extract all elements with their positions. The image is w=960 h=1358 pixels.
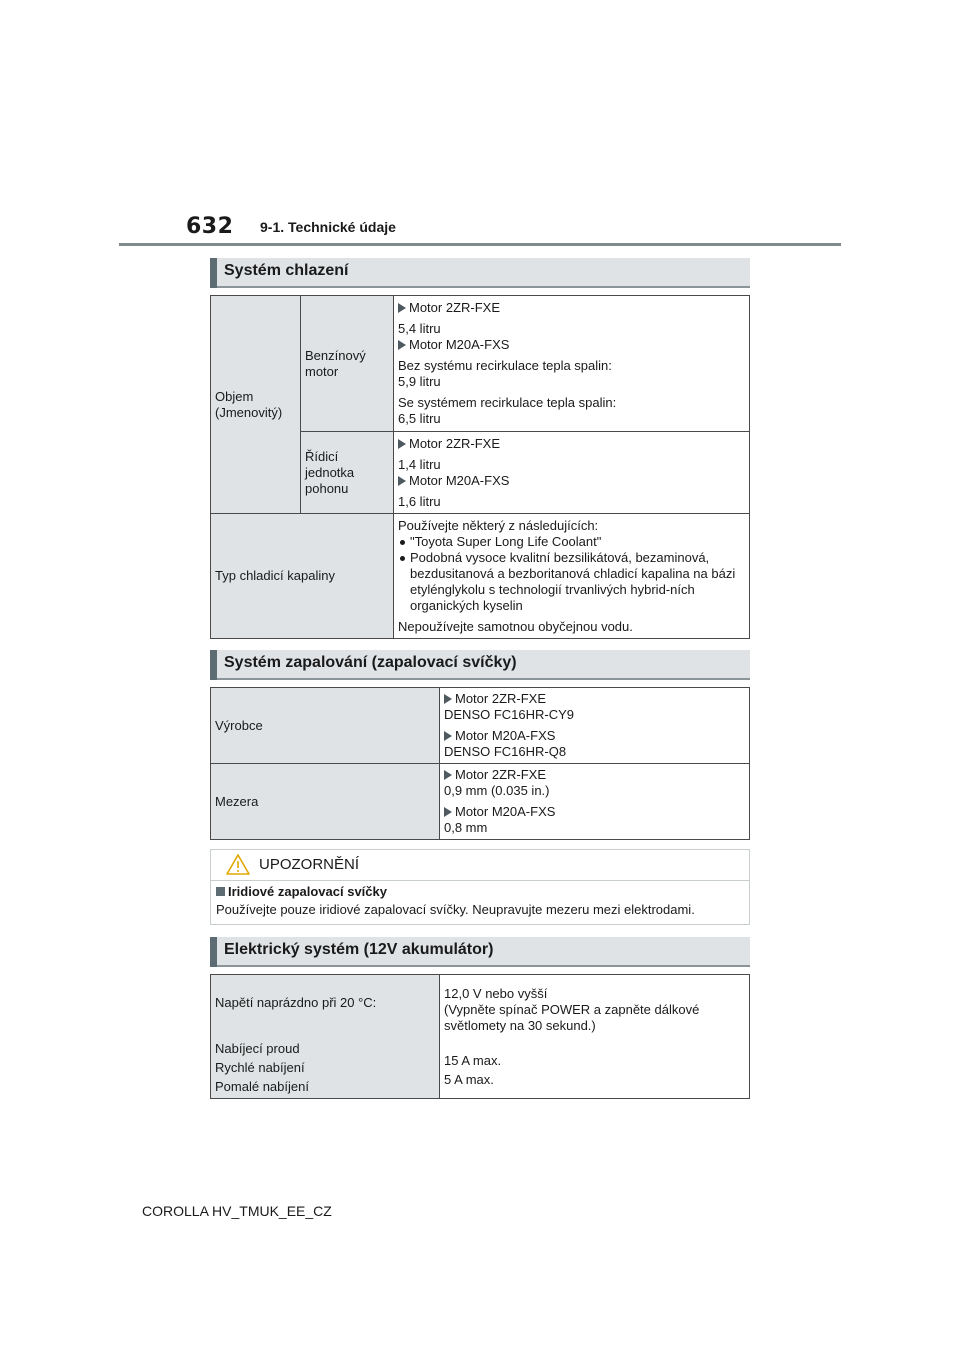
voltage-note: (Vypněte spínač POWER a zapněte dálkové světlomety na 30 sekund.) [444, 1001, 700, 1033]
engine-name: Motor 2ZR-FXE [409, 435, 501, 451]
table-row [211, 764, 750, 840]
capacity-value: 1,6 litru [398, 493, 441, 509]
capacity-value: 5,9 litru [398, 374, 441, 389]
electrical-table [210, 974, 750, 1099]
section-cooling-title: Systém chlazení [224, 262, 349, 279]
coolant-intro: Používejte některý z následujících: [398, 517, 599, 533]
pcu-value [394, 432, 750, 514]
capacity-value: 6,5 litru [398, 411, 441, 426]
caution-subtitle: Iridiové zapalovací svíčky [228, 884, 387, 899]
manufacturer-value [440, 688, 750, 764]
arrow-right-icon [398, 476, 406, 486]
engine-name: Motor 2ZR-FXE [409, 300, 501, 315]
table-row [211, 975, 750, 1099]
table-row [211, 688, 750, 764]
caution-subtitle-row [216, 884, 387, 899]
chapter-title: 9-1. Technické údaje [260, 219, 396, 235]
spark-plug-model: DENSO FC16HR-CY9 [444, 707, 575, 722]
arrow-right-icon [398, 303, 406, 313]
gap-size: 0,9 mm (0.035 in.) [444, 783, 550, 798]
coolant-type-label: Typ chladicí kapaliny [211, 514, 394, 639]
gap-size: 0,8 mm [444, 820, 488, 835]
capacity-condition: Bez systému recirkulace tepla spalin: [398, 358, 612, 373]
fast-charge-value: 15 A max. [444, 1052, 502, 1068]
voltage-value: 12,0 V nebo vyšší [444, 985, 548, 1001]
coolant-type-value [394, 514, 750, 639]
header-rule [119, 243, 841, 246]
arrow-right-icon [444, 694, 452, 704]
charge-current-label: Nabíjecí proud [215, 1041, 300, 1056]
caution-title: UPOZORNĚNÍ [259, 856, 360, 873]
fast-charge-label: Rychlé nabíjení [215, 1060, 305, 1075]
petrol-engine-value [394, 296, 750, 432]
spark-plug-model: DENSO FC16HR-Q8 [444, 744, 567, 759]
slow-charge-label: Pomalé nabíjení [215, 1079, 309, 1094]
gap-value [440, 764, 750, 840]
table-row [211, 514, 750, 639]
engine-name: Motor M20A-FXS [455, 728, 556, 743]
electrical-values [440, 975, 750, 1099]
section-ignition-title: Systém zapalování (zapalovací svíčky) [224, 654, 517, 671]
petrol-engine-label: Benzínový motor [301, 296, 394, 432]
capacity-label: Objem (Jmenovitý) [211, 296, 301, 514]
capacity-value: 1,4 litru [398, 456, 441, 472]
page-number: 632 [186, 214, 234, 239]
engine-name: Motor 2ZR-FXE [455, 691, 547, 706]
engine-name: Motor M20A-FXS [409, 472, 510, 488]
engine-name: Motor M20A-FXS [409, 337, 510, 352]
voltage-label: Napětí naprázdno při 20 °C: [215, 995, 377, 1010]
coolant-note: Nepoužívejte samotnou obyčejnou vodu. [398, 618, 633, 634]
arrow-right-icon [444, 770, 452, 780]
capacity-condition: Se systémem recirkulace tepla spalin: [398, 395, 617, 410]
gap-label: Mezera [211, 764, 440, 840]
model-code: COROLLA HV_TMUK_EE_CZ [142, 1203, 332, 1219]
section-electrical-title: Elektrický systém (12V akumulátor) [224, 941, 494, 958]
slow-charge-value: 5 A max. [444, 1071, 494, 1087]
list-item: "Toyota Super Long Life Coolant" [398, 534, 745, 550]
caution-text: Používejte pouze iridiové zapalovací svíčky. Neupravujte mezeru mezi elektrodami. [216, 902, 695, 917]
arrow-right-icon [398, 340, 406, 350]
engine-name: Motor 2ZR-FXE [455, 767, 547, 782]
manufacturer-label: Výrobce [211, 688, 440, 764]
warning-triangle-icon [225, 853, 251, 876]
ignition-table [210, 687, 750, 840]
cooling-table [210, 295, 750, 639]
list-item: Podobná vysoce kvalitní bezsilikátová, bezaminová, bezdusitanová a bezboritanová chladicí kapalina na bázi etylénglykolu s technologií trvanlivých hybrid-ních organických kyselin [398, 550, 745, 614]
table-row [211, 296, 750, 432]
arrow-right-icon [444, 807, 452, 817]
pcu-label: Řídicí jednotka pohonu [301, 432, 394, 514]
section-cooling-heading [210, 258, 750, 288]
arrow-right-icon [444, 731, 452, 741]
section-electrical-heading [210, 937, 750, 967]
square-bullet-icon [216, 887, 225, 896]
arrow-right-icon [398, 439, 406, 449]
electrical-labels [211, 975, 440, 1099]
capacity-value: 5,4 litru [398, 321, 441, 336]
engine-name: Motor M20A-FXS [455, 804, 556, 819]
section-ignition-heading [210, 650, 750, 680]
caution-box [210, 849, 750, 925]
caution-header [211, 850, 749, 881]
